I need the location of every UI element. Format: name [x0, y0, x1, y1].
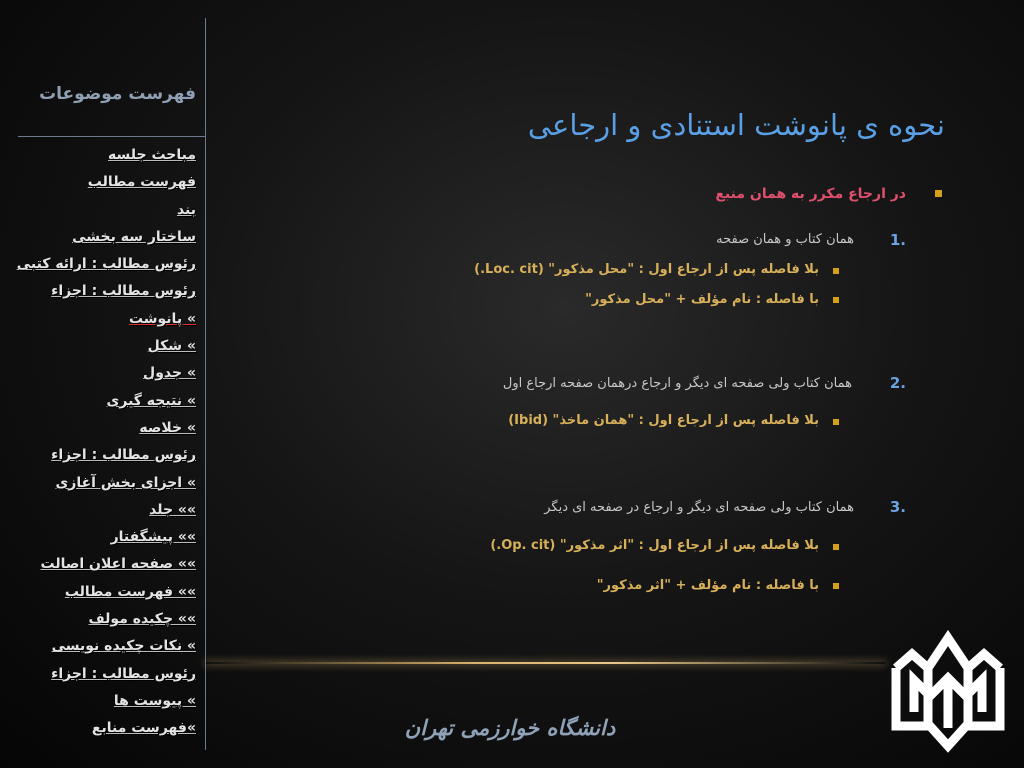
sub-bullet-3b: با فاصله : نام مؤلف + "اثر مذکور"	[596, 578, 819, 593]
item-text-2: همان کتاب ولی صفحه ای دیگر و ارجاع درهمان صفحه ارجاع اول	[502, 376, 852, 391]
square-bullet-icon	[833, 268, 839, 274]
university-name: دانشگاه خوارزمی تهران	[404, 716, 616, 740]
footer-glow-divider	[205, 662, 885, 664]
sidebar-item-outline-parts-3[interactable]: رئوس مطالب : اجزاء	[51, 665, 196, 682]
sidebar-item-opening-section-parts[interactable]: » اجزای بخش آغازی	[55, 474, 196, 491]
item-number-1: 1.	[889, 231, 906, 249]
item-number-3: 3.	[889, 498, 906, 516]
main-bullet-text: در ارجاع مکرر به همان منبع	[715, 186, 906, 202]
item-text-3: همان کتاب ولی صفحه ای دیگر و ارجاع در صفحه ای دیگر	[544, 500, 854, 515]
sidebar-item-abstract-tips[interactable]: » نکات چکیده نویسی	[51, 638, 196, 655]
sidebar-item-outline-parts[interactable]: رئوس مطالب : اجزاء	[51, 283, 196, 300]
sub-bullet-3a: بلا فاصله پس از ارجاع اول : "اثر مذکور" (Op. cit.)	[490, 538, 819, 553]
sidebar-title: فهرست موضوعات	[39, 84, 196, 104]
sidebar-item-figure[interactable]: » شکل	[147, 338, 196, 355]
sidebar-item-session-topics[interactable]: مباحث جلسه	[108, 147, 196, 163]
slide-title: نحوه ی پانوشت استنادی و ارجاعی	[527, 108, 945, 142]
sub-bullet-1a: بلا فاصله پس از ارجاع اول : "محل مذکور" (Loc. cit.)	[474, 262, 819, 277]
kharazmi-university-logo-icon	[890, 628, 1006, 754]
sidebar-item-contents-2[interactable]: »» فهرست مطالب	[64, 583, 196, 600]
sub-bullet-1b: با فاصله : نام مؤلف + "محل مذکور"	[585, 292, 819, 307]
sidebar-item-author-abstract[interactable]: »» چکیده مولف	[88, 611, 196, 628]
sidebar-divider-vertical	[205, 18, 206, 750]
sidebar-divider-horizontal	[18, 136, 206, 137]
square-bullet-icon	[935, 190, 942, 197]
sidebar-item-footnote[interactable]: » پانوشت	[128, 310, 196, 327]
sidebar-item-originality-page[interactable]: »» صفحه اعلان اصالت	[40, 556, 196, 573]
sidebar-item-appendices[interactable]: » پیوست ها	[113, 692, 196, 709]
sidebar-item-paragraph[interactable]: بند	[176, 201, 196, 218]
sidebar-item-contents[interactable]: فهرست مطالب	[87, 174, 196, 191]
sidebar-item-outline-parts-2[interactable]: رئوس مطالب : اجزاء	[51, 447, 196, 464]
sidebar-item-outline-written-presentation[interactable]: رئوس مطالب : ارائه کتبی	[16, 256, 196, 273]
item-number-2: 2.	[889, 374, 906, 392]
sidebar-item-three-part-structure[interactable]: ساختار سه بخشی	[72, 228, 196, 245]
sidebar-nav	[16, 142, 196, 743]
sidebar-item-conclusion[interactable]: » نتیجه گیری	[106, 392, 196, 409]
sidebar-item-table[interactable]: » جدول	[143, 365, 196, 382]
sidebar-item-references[interactable]: »فهرست منابع	[91, 720, 196, 737]
sub-bullet-2a: بلا فاصله پس از ارجاع اول : "همان ماخذ" (Ibid)	[508, 413, 819, 428]
square-bullet-icon	[833, 419, 839, 425]
item-text-1: همان کتاب و همان صفحه	[716, 232, 854, 247]
square-bullet-icon	[833, 297, 839, 303]
sidebar-item-cover[interactable]: »» جلد	[149, 501, 196, 518]
sidebar-item-preface[interactable]: »» پیشگفتار	[110, 529, 196, 546]
sidebar-item-summary[interactable]: » خلاصه	[139, 419, 196, 436]
square-bullet-icon	[833, 583, 839, 589]
square-bullet-icon	[833, 544, 839, 550]
